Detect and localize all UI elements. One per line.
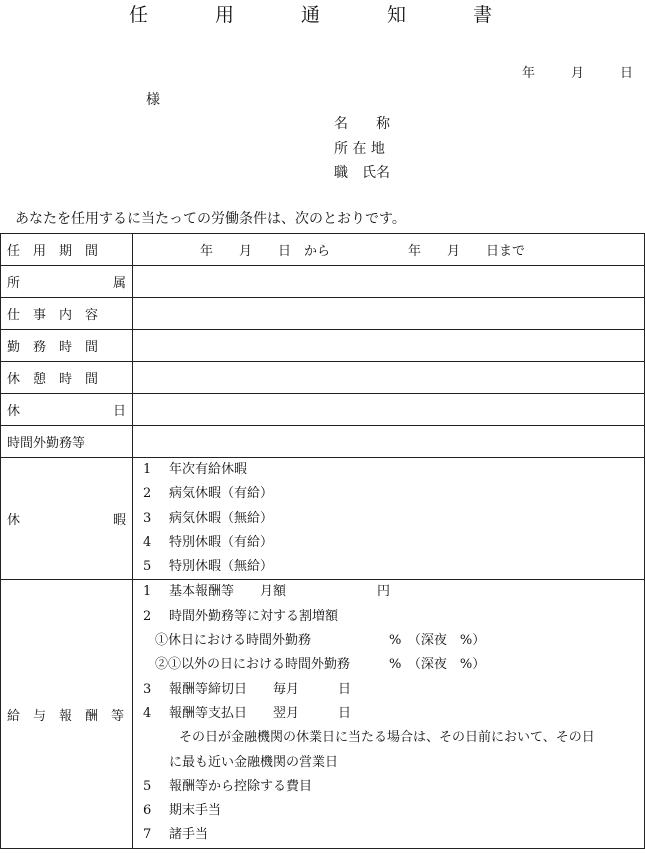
date-month: 月 [571, 66, 585, 81]
pay-label: 給 与 報 酬 等 [1, 580, 133, 848]
work-hours-value [133, 330, 645, 362]
list-item: 2 病気休暇（有給） [143, 486, 274, 502]
affiliation-label-left: 所 [7, 276, 21, 291]
addressee-suffix: 様 [146, 92, 160, 108]
date-line [522, 62, 633, 81]
pay-sub-item-1: ①休日における時間外勤務 % （深夜 %） [155, 633, 486, 649]
employer-title-name-label: 職 氏名 [334, 165, 390, 181]
affiliation-value [133, 266, 645, 298]
overtime-label: 時間外勤務等 [1, 426, 133, 458]
list-item: 5 特別休暇（無給） [143, 559, 274, 575]
pay-list [133, 580, 645, 848]
holidays-value [133, 394, 645, 426]
leave-list [133, 458, 645, 580]
work-hours-label: 勤 務 時 間 [1, 330, 133, 362]
holidays-label-left: 休 [7, 404, 21, 419]
conditions-table [0, 233, 645, 849]
break-hours-label: 休 憩 時 間 [1, 362, 133, 394]
list-item: 3 報酬等締切日 毎月 日 [143, 681, 352, 697]
date-year: 年 [522, 66, 536, 81]
row-period [1, 234, 645, 266]
list-item: 4 報酬等支払日 翌月 日 [143, 705, 352, 721]
leave-label-left: 休 [7, 513, 21, 529]
list-item: 2 時間外勤務等に対する割増額 [143, 608, 339, 624]
row-work-hours [1, 330, 645, 362]
employer-name-label: 名 称 [334, 116, 390, 132]
pay-note-line-2: に最も近い金融機関の営業日 [169, 754, 339, 770]
overtime-value [133, 426, 645, 458]
row-affiliation [1, 266, 645, 298]
row-pay [1, 580, 645, 848]
period-value: 年 月 日 から 年 月 日まで [133, 234, 645, 266]
affiliation-label-right: 属 [112, 276, 126, 291]
intro-text: あなたを任用するに当たっての労働条件は、次のとおりです。 [15, 211, 406, 227]
break-hours-value [133, 362, 645, 394]
holidays-label-right: 日 [112, 404, 126, 419]
list-item: 1 基本報酬等 月額 円 [143, 584, 391, 600]
date-day: 日 [620, 66, 634, 81]
pay-sub-item-2: ②①以外の日における時間外勤務 % （深夜 %） [155, 657, 486, 673]
employer-address-label: 所 在 地 [334, 141, 385, 157]
list-item: 3 病気休暇（無給） [143, 510, 274, 526]
row-break-hours [1, 362, 645, 394]
row-holidays [1, 394, 645, 426]
row-overtime [1, 426, 645, 458]
pay-note-line-1: その日が金融機関の休業日に当たる場合は、その日前において、その日 [179, 730, 595, 746]
row-duties [1, 298, 645, 330]
duties-label: 仕 事 内 容 [1, 298, 133, 330]
leave-label-right: 暇 [112, 513, 126, 529]
duties-value [133, 298, 645, 330]
list-item: 7 諸手当 [143, 827, 209, 843]
row-leave [1, 458, 645, 580]
list-item: 1 年次有給休暇 [143, 462, 248, 477]
list-item: 4 特別休暇（有給） [143, 534, 274, 550]
document-title: 任 用 通 知 書 [128, 4, 516, 26]
list-item: 6 期末手当 [143, 803, 222, 819]
list-item: 5 報酬等から控除する費目 [143, 778, 313, 794]
period-label: 任 用 期 間 [1, 234, 133, 266]
